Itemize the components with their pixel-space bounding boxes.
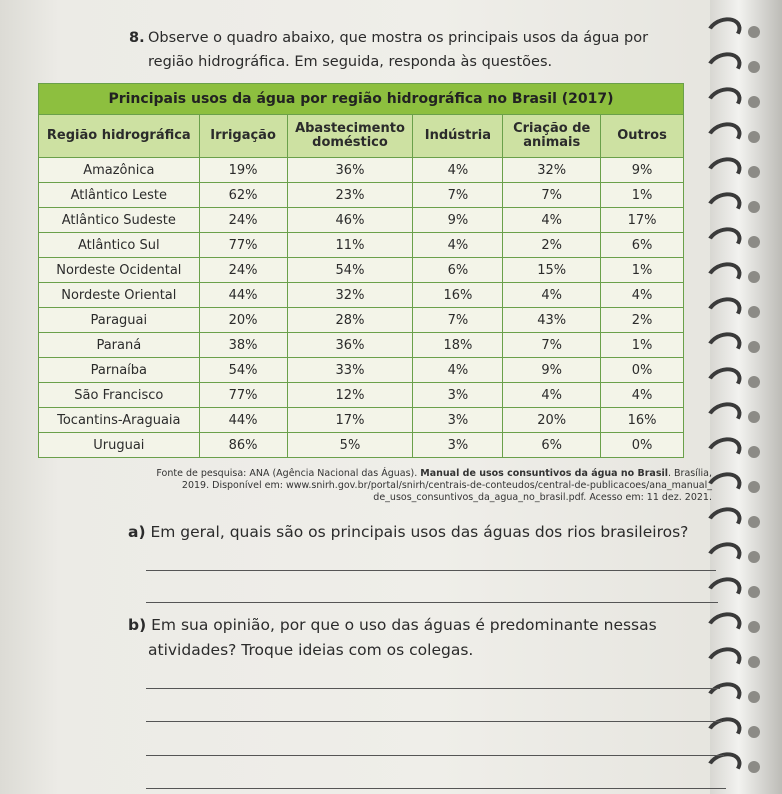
percentage-cell: 38% — [199, 333, 287, 358]
percentage-cell: 5% — [287, 433, 413, 458]
question-b-text-1: Em sua opinião, por que o uso das águas é predominante nessas — [151, 616, 657, 634]
percentage-cell: 33% — [287, 358, 413, 383]
table-row — [39, 408, 684, 433]
percentage-cell: 9% — [503, 358, 601, 383]
binding-hole — [748, 166, 760, 178]
percentage-cell: 4% — [413, 158, 503, 183]
spiral-ring — [703, 503, 746, 540]
percentage-cell: 6% — [601, 233, 684, 258]
percentage-cell: 36% — [287, 333, 413, 358]
percentage-cell: 32% — [287, 283, 413, 308]
spiral-ring — [703, 328, 746, 365]
spiral-ring — [703, 258, 746, 295]
binding-hole — [748, 656, 760, 668]
percentage-cell: 12% — [287, 383, 413, 408]
percentage-cell: 54% — [199, 358, 287, 383]
binding-hole — [748, 376, 760, 388]
binding-hole — [748, 61, 760, 73]
table-row — [39, 358, 684, 383]
table-row — [39, 208, 684, 233]
spiral-ring — [703, 608, 746, 645]
question-a — [128, 523, 688, 541]
water-use-table — [38, 83, 684, 458]
percentage-cell: 4% — [503, 383, 601, 408]
spiral-ring — [703, 678, 746, 715]
table-row — [39, 158, 684, 183]
question-number: 8. — [129, 30, 145, 46]
percentage-cell: 3% — [413, 433, 503, 458]
percentage-cell: 6% — [413, 258, 503, 283]
question-a-text: Em geral, quais são os principais usos das águas dos rios brasileiros? — [150, 523, 689, 541]
percentage-cell: 19% — [199, 158, 287, 183]
spiral-ring — [703, 83, 746, 120]
binding-hole — [748, 341, 760, 353]
binding-hole — [748, 761, 760, 773]
source-title: Manual de usos consuntivos da água no Brasil — [420, 468, 668, 479]
source-prefix: Fonte de pesquisa: ANA (Agência Nacional das Águas). — [156, 468, 421, 479]
percentage-cell: 20% — [199, 308, 287, 333]
binding-hole — [748, 411, 760, 423]
percentage-cell: 11% — [287, 233, 413, 258]
percentage-cell: 86% — [199, 433, 287, 458]
region-name-cell: Paraná — [39, 333, 200, 358]
region-name-cell: Tocantins-Araguaia — [39, 408, 200, 433]
percentage-cell: 7% — [413, 308, 503, 333]
answer-line-a-1[interactable] — [146, 570, 716, 571]
percentage-cell: 7% — [503, 183, 601, 208]
binding-hole — [748, 201, 760, 213]
table-row — [39, 383, 684, 408]
percentage-cell: 44% — [199, 408, 287, 433]
table-title: Principais usos da água por região hidrográfica no Brasil (2017) — [39, 84, 684, 115]
percentage-cell: 3% — [413, 408, 503, 433]
source-line-1 — [156, 468, 712, 479]
percentage-cell: 1% — [601, 333, 684, 358]
percentage-cell: 2% — [601, 308, 684, 333]
percentage-cell: 16% — [601, 408, 684, 433]
answer-line-a-2[interactable] — [146, 602, 718, 603]
percentage-cell: 20% — [503, 408, 601, 433]
binding-hole — [748, 691, 760, 703]
spiral-ring — [703, 188, 746, 225]
spiral-ring — [703, 433, 746, 470]
percentage-cell: 16% — [413, 283, 503, 308]
percentage-cell: 3% — [413, 383, 503, 408]
answer-line-b-2[interactable] — [146, 721, 722, 722]
region-name-cell: Nordeste Oriental — [39, 283, 200, 308]
table-row — [39, 308, 684, 333]
table-body — [39, 158, 684, 458]
table-row — [39, 283, 684, 308]
spiral-ring — [703, 48, 746, 85]
binding-hole — [748, 586, 760, 598]
percentage-cell: 44% — [199, 283, 287, 308]
binding-hole — [748, 306, 760, 318]
region-name-cell: Atlântico Leste — [39, 183, 200, 208]
region-name-cell: São Francisco — [39, 383, 200, 408]
question-b-label: b) — [128, 616, 147, 634]
percentage-cell: 18% — [413, 333, 503, 358]
table-header-cell: Outros — [601, 115, 684, 158]
binding-hole — [748, 131, 760, 143]
table-header-cell: Criação de animais — [503, 115, 601, 158]
source-suffix: . Brasília, — [668, 468, 712, 479]
region-name-cell: Uruguai — [39, 433, 200, 458]
percentage-cell: 1% — [601, 258, 684, 283]
source-line-3: de_usos_consuntivos_da_agua_no_brasil.pdf. Acesso em: 11 dez. 2021. — [373, 492, 712, 503]
percentage-cell: 77% — [199, 233, 287, 258]
binding-hole — [748, 621, 760, 633]
binding-hole — [748, 446, 760, 458]
binding-hole — [748, 26, 760, 38]
spiral-binding — [710, 0, 782, 794]
intro-line-1: Observe o quadro abaixo, que mostra os principais usos da água por — [148, 30, 649, 46]
table-row — [39, 258, 684, 283]
region-name-cell: Atlântico Sudeste — [39, 208, 200, 233]
percentage-cell: 0% — [601, 358, 684, 383]
table-row — [39, 433, 684, 458]
percentage-cell: 2% — [503, 233, 601, 258]
percentage-cell: 24% — [199, 208, 287, 233]
percentage-cell: 23% — [287, 183, 413, 208]
table-row — [39, 333, 684, 358]
region-name-cell: Paraguai — [39, 308, 200, 333]
percentage-cell: 32% — [503, 158, 601, 183]
percentage-cell: 9% — [601, 158, 684, 183]
binding-hole — [748, 236, 760, 248]
binding-hole — [748, 726, 760, 738]
spiral-ring — [703, 223, 746, 260]
percentage-cell: 77% — [199, 383, 287, 408]
region-name-cell: Parnaíba — [39, 358, 200, 383]
percentage-cell: 15% — [503, 258, 601, 283]
percentage-cell: 24% — [199, 258, 287, 283]
table-header-cell: Irrigação — [199, 115, 287, 158]
source-line-2: 2019. Disponível em: www.snirh.gov.br/portal/snirh/centrais-de-conteudos/central-de-publicacoes/ana_manual_ — [181, 480, 712, 491]
binding-hole — [748, 271, 760, 283]
percentage-cell: 4% — [601, 383, 684, 408]
spiral-ring — [703, 293, 746, 330]
answer-line-b-3[interactable] — [146, 755, 724, 756]
table-header-row — [39, 115, 684, 158]
percentage-cell: 62% — [199, 183, 287, 208]
question-a-label: a) — [128, 523, 146, 541]
spiral-ring — [703, 118, 746, 155]
percentage-cell: 43% — [503, 308, 601, 333]
percentage-cell: 4% — [413, 233, 503, 258]
spiral-ring — [703, 538, 746, 575]
table-header-cell: Indústria — [413, 115, 503, 158]
percentage-cell: 1% — [601, 183, 684, 208]
region-name-cell: Atlântico Sul — [39, 233, 200, 258]
intro-line-2: região hidrográfica. Em seguida, responda às questões. — [148, 54, 553, 70]
answer-line-b-1[interactable] — [146, 688, 720, 689]
region-name-cell: Nordeste Ocidental — [39, 258, 200, 283]
binding-hole — [748, 481, 760, 493]
percentage-cell: 9% — [413, 208, 503, 233]
question-b-line-2: atividades? Troque ideias com os colegas. — [148, 641, 474, 659]
spiral-ring — [703, 643, 746, 680]
spiral-ring — [703, 748, 746, 785]
percentage-cell: 28% — [287, 308, 413, 333]
percentage-cell: 4% — [503, 208, 601, 233]
binding-hole — [748, 551, 760, 563]
percentage-cell: 46% — [287, 208, 413, 233]
table-row — [39, 233, 684, 258]
spiral-ring — [703, 363, 746, 400]
spiral-ring — [703, 713, 746, 750]
percentage-cell: 17% — [287, 408, 413, 433]
percentage-cell: 4% — [413, 358, 503, 383]
question-b-line-1 — [128, 616, 657, 634]
table-header-cell: Abastecimento doméstico — [287, 115, 413, 158]
table-header-cell: Região hidrográfica — [39, 115, 200, 158]
region-name-cell: Amazônica — [39, 158, 200, 183]
spiral-ring — [703, 13, 746, 50]
spiral-ring — [703, 573, 746, 610]
spiral-ring — [703, 398, 746, 435]
percentage-cell: 7% — [503, 333, 601, 358]
percentage-cell: 6% — [503, 433, 601, 458]
spiral-ring — [703, 153, 746, 190]
binding-hole — [748, 96, 760, 108]
percentage-cell: 17% — [601, 208, 684, 233]
percentage-cell: 4% — [503, 283, 601, 308]
percentage-cell: 7% — [413, 183, 503, 208]
binding-hole — [748, 516, 760, 528]
percentage-cell: 4% — [601, 283, 684, 308]
table-row — [39, 183, 684, 208]
answer-line-b-4[interactable] — [146, 788, 726, 789]
percentage-cell: 36% — [287, 158, 413, 183]
percentage-cell: 54% — [287, 258, 413, 283]
percentage-cell: 0% — [601, 433, 684, 458]
